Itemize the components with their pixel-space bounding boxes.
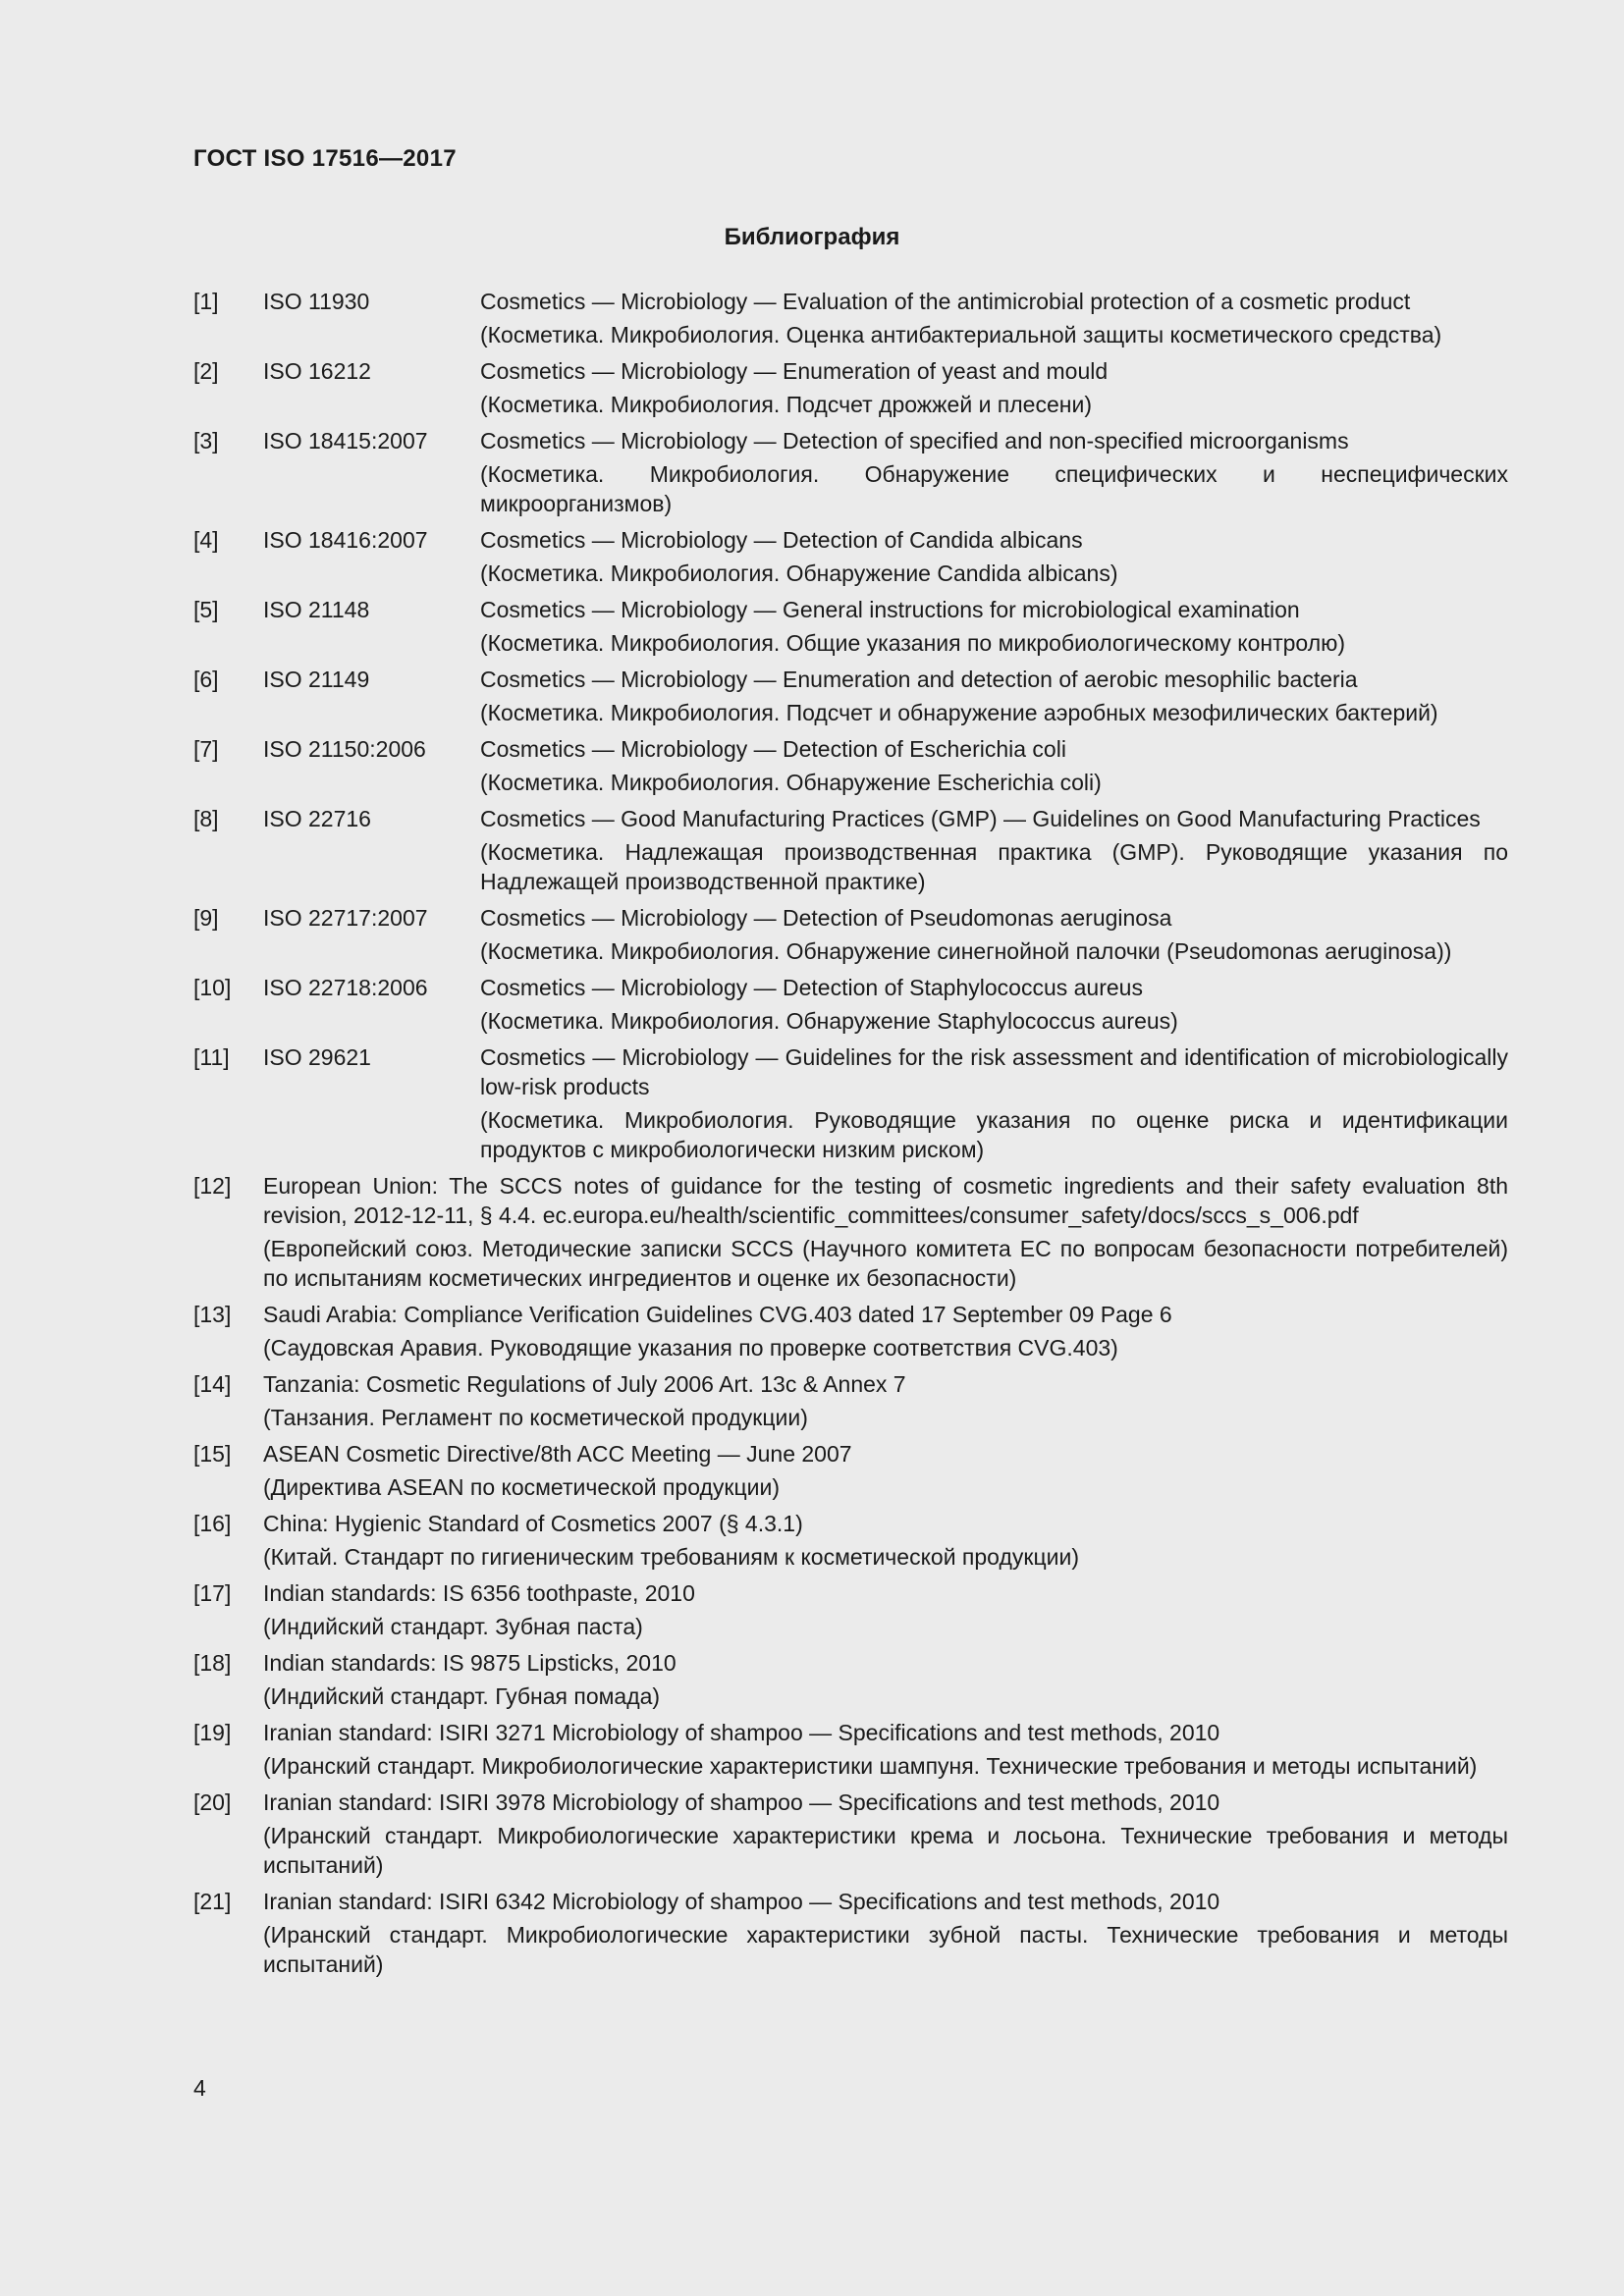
entry-title-ru: (Индийский стандарт. Губная помада) xyxy=(263,1683,661,1709)
entry-title-en: Cosmetics — Microbiology — Detection of Staphylococcus aureus xyxy=(480,975,1143,1000)
entry-text xyxy=(263,1788,1508,1880)
entry-title-en: Cosmetics — Good Manufacturing Practices (GMP) — Guidelines on Good Manufacturing Practices xyxy=(480,806,1481,831)
entry-title-en: Cosmetics — Microbiology — General instructions for microbiological examination xyxy=(480,597,1300,622)
bibliography-entry xyxy=(193,426,1508,518)
entry-text xyxy=(480,804,1508,896)
entry-title-en: Indian standards: IS 6356 toothpaste, 2010 xyxy=(263,1580,695,1606)
entry-number: [10] xyxy=(193,975,232,1000)
entry-title-ru: (Косметика. Микробиология. Обнаружение Candida albicans) xyxy=(480,561,1118,586)
entry-title-ru: (Директива ASEAN по косметической продукции) xyxy=(263,1474,781,1500)
entry-number: [7] xyxy=(193,736,219,762)
bibliography-list xyxy=(193,287,1508,1986)
document-header: ГОСТ ISO 17516—2017 xyxy=(193,145,457,172)
entry-number: [14] xyxy=(193,1371,232,1397)
entry-number: [16] xyxy=(193,1511,232,1536)
entry-number: [12] xyxy=(193,1173,232,1199)
entry-text xyxy=(480,903,1508,966)
entry-number: [6] xyxy=(193,667,219,692)
entry-text xyxy=(263,1369,1508,1432)
bibliography-entry xyxy=(193,1509,1508,1572)
entry-text xyxy=(263,1578,1508,1641)
entry-number: [20] xyxy=(193,1789,232,1815)
entry-code: ISO 29621 xyxy=(263,1044,371,1070)
entry-number: [5] xyxy=(193,597,219,622)
entry-title-ru: (Индийский стандарт. Зубная паста) xyxy=(263,1614,643,1639)
entry-title-en: Cosmetics — Microbiology — Detection of Escherichia coli xyxy=(480,736,1066,762)
entry-title-en: Iranian standard: ISIRI 3978 Microbiology of shampoo — Specifications and test methods, 2010 xyxy=(263,1789,1220,1815)
entry-number: [9] xyxy=(193,905,219,931)
entry-title-en: Cosmetics — Microbiology — Evaluation of the antimicrobial protection of a cosmetic product xyxy=(480,289,1411,314)
entry-code: ISO 22716 xyxy=(263,806,371,831)
entry-text xyxy=(480,1042,1508,1164)
entry-text xyxy=(480,356,1508,419)
entry-text xyxy=(263,1171,1508,1293)
entry-text xyxy=(263,1718,1508,1781)
bibliography-entry xyxy=(193,525,1508,588)
bibliography-entry xyxy=(193,1300,1508,1362)
bibliography-entry xyxy=(193,973,1508,1036)
entry-title-en: Iranian standard: ISIRI 3271 Microbiology of shampoo — Specifications and test methods, 2010 xyxy=(263,1720,1220,1745)
entry-title-en: Cosmetics — Microbiology — Detection of Candida albicans xyxy=(480,527,1083,553)
entry-number: [4] xyxy=(193,527,219,553)
entry-code: ISO 21148 xyxy=(263,597,370,622)
entry-title-ru: (Саудовская Аравия. Руководящие указания по проверке соответствия CVG.403) xyxy=(263,1335,1118,1361)
bibliography-entry xyxy=(193,1578,1508,1641)
bibliography-entry xyxy=(193,1439,1508,1502)
entry-title-en: Iranian standard: ISIRI 6342 Microbiology of shampoo — Specifications and test methods, 2010 xyxy=(263,1889,1220,1914)
entry-text xyxy=(480,287,1508,349)
entry-number: [18] xyxy=(193,1650,232,1676)
entry-code: ISO 22718:2006 xyxy=(263,975,428,1000)
bibliography-entry xyxy=(193,1369,1508,1432)
entry-title-en: Cosmetics — Microbiology — Detection of Pseudomonas aeruginosa xyxy=(480,905,1172,931)
entry-text xyxy=(480,973,1508,1036)
bibliography-entry xyxy=(193,287,1508,349)
entry-title-ru: (Косметика. Микробиология. Общие указания по микробиологическому контролю) xyxy=(480,630,1346,656)
entry-number: [1] xyxy=(193,289,219,314)
bibliography-entry xyxy=(193,1171,1508,1293)
entry-code: ISO 21150:2006 xyxy=(263,736,426,762)
entry-text xyxy=(263,1509,1508,1572)
section-title: Библиография xyxy=(724,224,900,250)
entry-text xyxy=(263,1300,1508,1362)
entry-code: ISO 21149 xyxy=(263,667,370,692)
entry-text xyxy=(263,1648,1508,1711)
entry-number: [13] xyxy=(193,1302,232,1327)
entry-title-ru: (Китай. Стандарт по гигиеническим требованиям к косметической продукции) xyxy=(263,1544,1079,1570)
bibliography-entry xyxy=(193,1788,1508,1880)
bibliography-entry xyxy=(193,1718,1508,1781)
entry-title-ru: (Косметика. Микробиология. Руководящие указания по оценке риска и идентификации продуктов с микробиологически низким риском) xyxy=(480,1107,1508,1162)
entry-title-ru: (Иранский стандарт. Микробиологические характеристики зубной пасты. Технические требования и методы испытаний) xyxy=(263,1922,1508,1977)
entry-text xyxy=(263,1887,1508,1979)
entry-text xyxy=(480,595,1508,658)
entry-title-ru: (Европейский союз. Методические записки SCCS (Научного комитета ЕС по вопросам безопасности потребителей) по испытаниям косметических ингредиентов и оценке их безопасности) xyxy=(263,1236,1508,1291)
bibliography-entry xyxy=(193,1042,1508,1164)
entry-title-en: European Union: The SCCS notes of guidance for the testing of cosmetic ingredients and their safety evaluation 8th revision, 2012-12-11, § 4.4. ec.europa.eu/health/scientific_committees/consumer_safety/docs/sccs_s_006.pdf xyxy=(263,1173,1508,1228)
entry-title-ru: (Косметика. Микробиология. Обнаружение Escherichia coli) xyxy=(480,770,1102,795)
bibliography-entry xyxy=(193,903,1508,966)
entry-number: [21] xyxy=(193,1889,232,1914)
entry-code: ISO 11930 xyxy=(263,289,370,314)
entry-title-en: Indian standards: IS 9875 Lipsticks, 2010 xyxy=(263,1650,677,1676)
entry-title-ru: (Косметика. Надлежащая производственная практика (GMP). Руководящие указания по Надлежащей производственной практике) xyxy=(480,839,1508,894)
entry-title-ru: (Косметика. Микробиология. Обнаружение синегнойной палочки (Pseudomonas aeruginosa)) xyxy=(480,938,1452,964)
entry-text xyxy=(480,665,1508,727)
entry-title-en: Cosmetics — Microbiology — Detection of specified and non-specified microorganisms xyxy=(480,428,1349,454)
entry-text xyxy=(263,1439,1508,1502)
entry-number: [15] xyxy=(193,1441,232,1467)
entry-title-en: Tanzania: Cosmetic Regulations of July 2006 Art. 13c & Annex 7 xyxy=(263,1371,906,1397)
entry-title-ru: (Косметика. Микробиология. Подсчет и обнаружение аэробных мезофилических бактерий) xyxy=(480,700,1438,725)
entry-title-ru: (Косметика. Микробиология. Подсчет дрожжей и плесени) xyxy=(480,392,1092,417)
bibliography-entry xyxy=(193,595,1508,658)
entry-text xyxy=(480,426,1508,518)
entry-number: [8] xyxy=(193,806,219,831)
entry-title-en: ASEAN Cosmetic Directive/8th ACC Meeting — June 2007 xyxy=(263,1441,852,1467)
bibliography-entry xyxy=(193,804,1508,896)
entry-title-en: Cosmetics — Microbiology — Enumeration of yeast and mould xyxy=(480,358,1109,384)
bibliography-entry xyxy=(193,734,1508,797)
entry-number: [11] xyxy=(193,1044,230,1070)
entry-number: [2] xyxy=(193,358,219,384)
entry-code: ISO 16212 xyxy=(263,358,371,384)
entry-title-en: China: Hygienic Standard of Cosmetics 2007 (§ 4.3.1) xyxy=(263,1511,803,1536)
bibliography-entry xyxy=(193,356,1508,419)
bibliography-entry xyxy=(193,1648,1508,1711)
entry-title-en: Saudi Arabia: Compliance Verification Guidelines CVG.403 dated 17 September 09 Page 6 xyxy=(263,1302,1172,1327)
entry-title-ru: (Иранский стандарт. Микробиологические характеристики крема и лосьона. Технические требования и методы испытаний) xyxy=(263,1823,1508,1878)
entry-code: ISO 18416:2007 xyxy=(263,527,428,553)
entry-title-ru: (Косметика. Микробиология. Обнаружение специфических и неспецифических микроорганизмов) xyxy=(480,461,1508,516)
entry-code: ISO 22717:2007 xyxy=(263,905,428,931)
entry-title-ru: (Танзания. Регламент по косметической продукции) xyxy=(263,1405,808,1430)
bibliography-entry xyxy=(193,1887,1508,1979)
entry-number: [3] xyxy=(193,428,219,454)
entry-title-en: Cosmetics — Microbiology — Enumeration and detection of aerobic mesophilic bacteria xyxy=(480,667,1358,692)
entry-title-en: Cosmetics — Microbiology — Guidelines for the risk assessment and identification of microbiologically low-risk products xyxy=(480,1044,1508,1099)
entry-title-ru: (Косметика. Микробиология. Оценка антибактериальной защиты косметического средства) xyxy=(480,322,1442,347)
page-number: 4 xyxy=(193,2075,206,2101)
entry-text xyxy=(480,734,1508,797)
entry-text xyxy=(480,525,1508,588)
entry-title-ru: (Косметика. Микробиология. Обнаружение Staphylococcus aureus) xyxy=(480,1008,1178,1034)
entry-title-ru: (Иранский стандарт. Микробиологические характеристики шампуня. Технические требования и методы испытаний) xyxy=(263,1753,1478,1779)
bibliography-entry xyxy=(193,665,1508,727)
entry-number: [17] xyxy=(193,1580,232,1606)
entry-number: [19] xyxy=(193,1720,232,1745)
entry-code: ISO 18415:2007 xyxy=(263,428,428,454)
